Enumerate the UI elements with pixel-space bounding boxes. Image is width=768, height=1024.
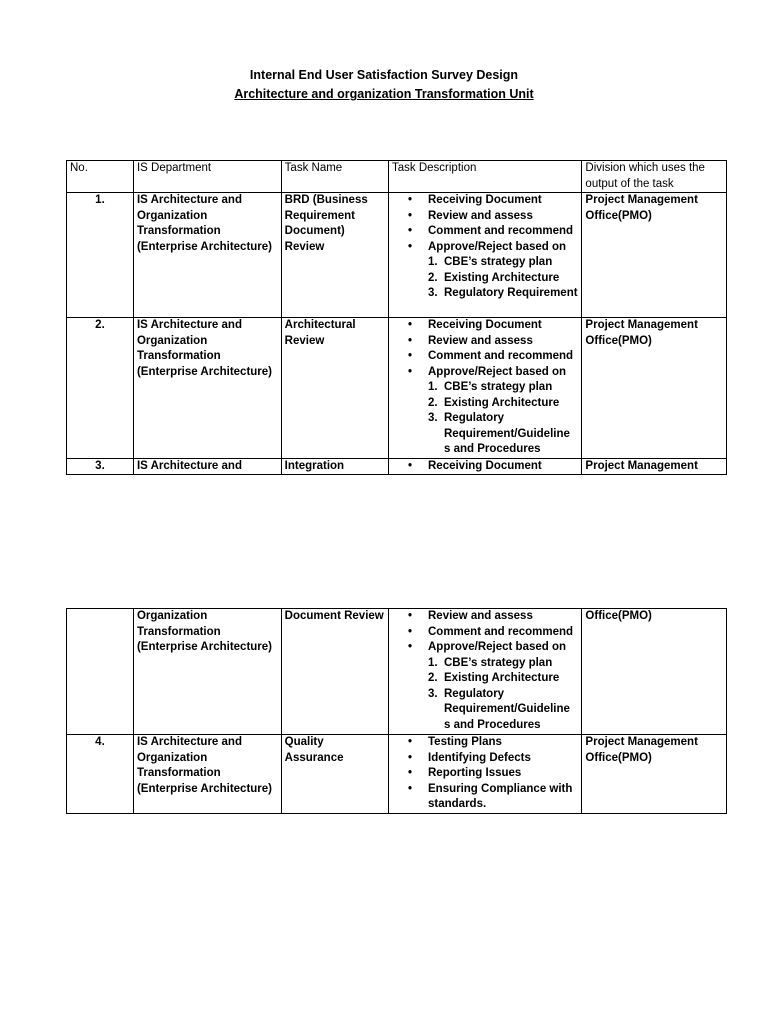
division-cell: Project Management Office(PMO)	[582, 193, 727, 318]
bullet-icon: •	[408, 459, 413, 472]
list-item: • Ensuring Compliance with standards.	[408, 782, 573, 810]
bullet-icon: •	[408, 641, 413, 653]
list-item: • Identifying Defects	[406, 751, 578, 767]
list-item: 1. CBE’s strategy plan	[428, 381, 553, 393]
bullet-icon: •	[408, 751, 413, 764]
bullet-icon: •	[408, 782, 413, 795]
division-cell: Office(PMO)	[582, 609, 727, 735]
task-name-cell: Architectural Review	[281, 318, 388, 459]
list-item: 3. Regulatory Requirement/Guideline s and Procedures	[428, 687, 570, 731]
table-row	[67, 458, 727, 475]
bullet-icon: •	[408, 334, 413, 347]
is-department-cell: IS Architecture and Organization Transformation (Enterprise Architecture)	[133, 193, 281, 318]
table-row	[67, 609, 727, 735]
list-item: 1. CBE’s strategy plan	[428, 256, 553, 268]
bullet-list	[392, 318, 578, 458]
division-cell: Project Management	[582, 458, 727, 475]
list-item: 3. Regulatory Requirement	[428, 287, 578, 299]
bullet-icon: •	[408, 365, 413, 378]
header-is-department: IS Department	[133, 161, 281, 193]
list-item: • Review and assess	[406, 209, 578, 225]
task-description-cell	[389, 193, 582, 318]
list-item: 3. Regulatory Requirement/Guideline s and Procedures	[428, 412, 570, 455]
table-row	[67, 735, 727, 814]
bullet-icon: •	[408, 625, 413, 638]
table-row	[67, 318, 727, 459]
table-header-row	[67, 161, 727, 193]
header-task-description: Task Description	[389, 161, 582, 193]
list-item: • Receiving Document	[406, 193, 578, 209]
bullet-icon: •	[408, 209, 413, 222]
tasks-table-part-1	[66, 160, 727, 475]
list-item: 2. Existing Architecture	[428, 396, 560, 409]
row-number	[67, 609, 134, 735]
bullet-icon: •	[408, 319, 413, 331]
list-item: • Approve/Reject based on 1. CBE’s strategy plan 2. Existing Architecture 3. Regulatory Requirement/Guideline s and Procedures	[406, 365, 578, 458]
row-number: 4.	[67, 735, 134, 814]
task-name-cell: BRD (Business Requirement Document) Review	[281, 193, 388, 318]
task-description-cell	[389, 318, 582, 459]
numbered-sublist	[428, 255, 578, 302]
bullet-list	[392, 459, 578, 475]
division-cell: Project Management Office(PMO)	[582, 735, 727, 814]
division-cell: Project Management Office(PMO)	[582, 318, 727, 459]
bullet-list	[392, 609, 578, 733]
list-item: • Approve/Reject based on 1. CBE’s strategy plan 2. Existing Architecture 3. Regulatory Requirement/Guideline s and Procedures	[406, 640, 578, 733]
header-task-name: Task Name	[281, 161, 388, 193]
bullet-icon: •	[408, 610, 413, 622]
list-item: • Review and assess	[406, 609, 578, 625]
bullet-list	[392, 735, 578, 813]
document-subtitle: Architecture and organization Transformation Unit	[234, 87, 534, 101]
is-department-cell: IS Architecture and Organization Transformation (Enterprise Architecture)	[133, 318, 281, 459]
document-title: Internal End User Satisfaction Survey Design	[249, 68, 519, 82]
table-row	[67, 193, 727, 318]
bullet-icon: •	[408, 225, 413, 237]
list-item: 2. Existing Architecture	[428, 271, 560, 284]
list-item: 1. CBE’s strategy plan	[428, 656, 553, 669]
task-description-cell	[389, 458, 582, 475]
list-item: • Reporting Issues	[406, 766, 578, 782]
list-item: • Testing Plans	[406, 735, 578, 751]
row-number: 3.	[67, 458, 134, 475]
row-number: 1.	[67, 193, 134, 318]
bullet-icon: •	[408, 767, 413, 779]
header-no: No.	[67, 161, 134, 193]
bullet-icon: •	[408, 240, 413, 253]
numbered-sublist	[428, 656, 578, 734]
list-item: • Receiving Document	[406, 318, 578, 334]
tasks-table-part-2	[66, 608, 727, 814]
list-item: • Approve/Reject based on 1. CBE’s strategy plan 2. Existing Architecture 3. Regulatory Requirement	[406, 240, 578, 302]
bullet-icon: •	[408, 194, 413, 206]
list-item: • Comment and recommend	[406, 625, 578, 641]
bullet-list	[392, 193, 578, 302]
is-department-cell: Organization Transformation (Enterprise Architecture)	[133, 609, 281, 735]
is-department-cell: IS Architecture and	[133, 458, 281, 475]
task-name-cell: Quality Assurance	[281, 735, 388, 814]
bullet-icon: •	[408, 736, 413, 748]
task-description-cell	[389, 735, 582, 814]
list-item: 2. Existing Architecture	[428, 672, 560, 684]
numbered-sublist	[428, 380, 578, 458]
list-item: • Comment and recommend	[406, 349, 578, 365]
list-item: • Review and assess	[406, 334, 578, 350]
row-number: 2.	[67, 318, 134, 459]
is-department-cell: IS Architecture and Organization Transformation (Enterprise Architecture)	[133, 735, 281, 814]
bullet-icon: •	[408, 350, 413, 362]
task-name-cell: Integration	[281, 458, 388, 475]
task-name-cell: Document Review	[281, 609, 388, 735]
list-item: • Comment and recommend	[406, 224, 578, 240]
list-item: • Receiving Document	[406, 459, 578, 475]
header-division: Division which uses the output of the task	[582, 161, 727, 193]
task-description-cell	[389, 609, 582, 735]
